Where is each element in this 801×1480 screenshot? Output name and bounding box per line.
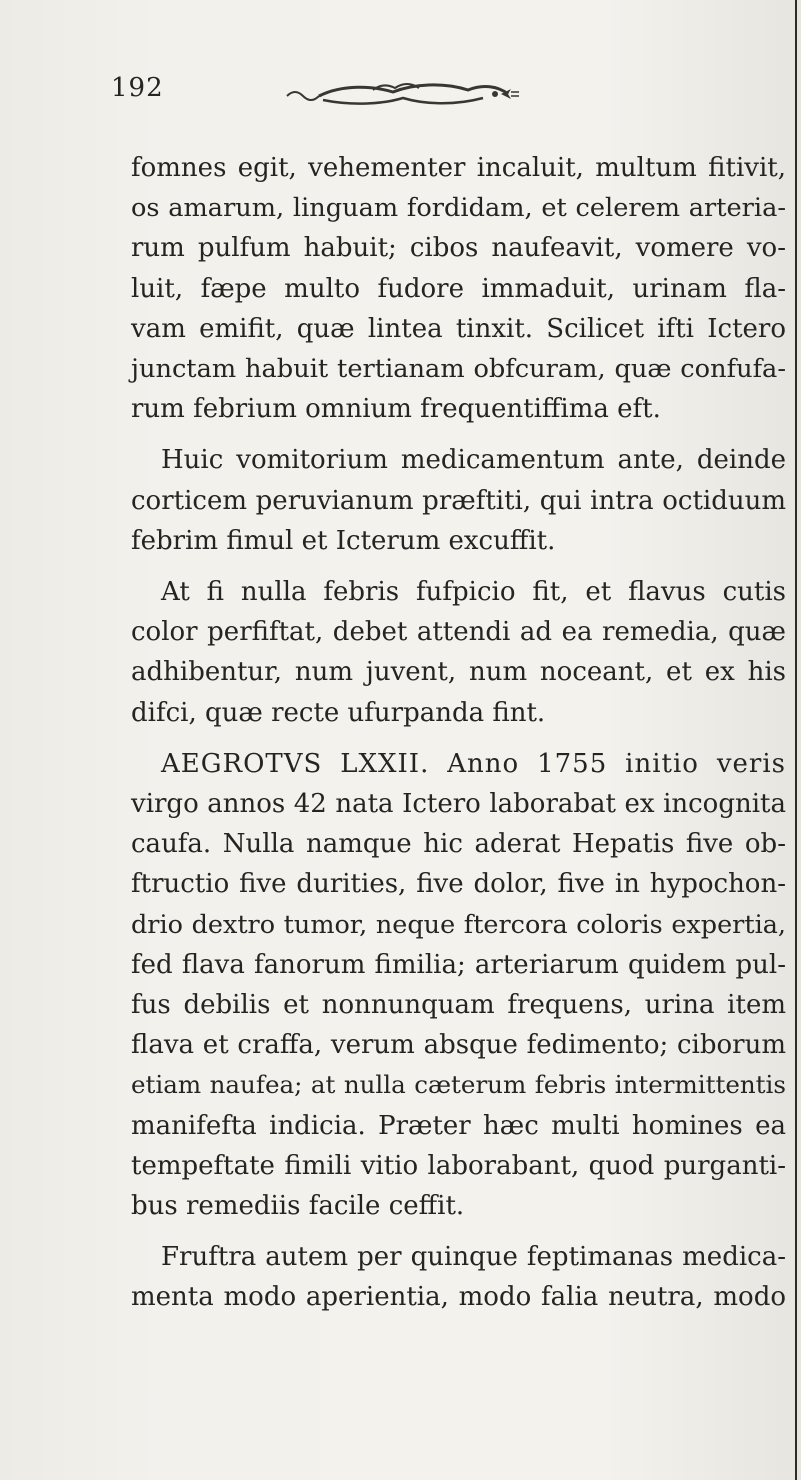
paragraph-5	[131, 1237, 786, 1317]
text-line: febrim fimul et Icterum excuffit.	[131, 525, 556, 556]
text-line: color perfiftat, debet attendi ad ea remedia, quæ	[131, 617, 786, 648]
text-line: Fruftra autem per quinque feptimanas medica-	[161, 1242, 786, 1273]
page-edge	[795, 0, 797, 1480]
text-line: adhibentur, num juvent, num noceant, et ex his	[131, 657, 786, 688]
text-line: rum pulfum habuit; cibos naufeavit, vomere vo-	[131, 233, 786, 264]
paragraph-1	[131, 148, 786, 429]
text-line: fomnes egit, vehementer incaluit, multum fitivit,	[131, 153, 786, 183]
text-line: drio dextro tumor, neque ftercora coloris expertia,	[131, 909, 786, 940]
text-line: manifefta indicia. Præter hæc multi homines ea	[131, 1110, 786, 1141]
text-line: corticem peruvianum præftiti, qui intra octiduum	[131, 485, 786, 516]
text-line: os amarum, linguam fordidam, et celerem arteria-	[131, 193, 786, 224]
text-line: luit, fæpe multo fudore immaduit, urinam fla-	[131, 273, 786, 304]
paragraph-3	[131, 572, 786, 733]
text-line: fed flava fanorum fimilia; arteriarum quidem pul-	[131, 949, 786, 980]
text-line: rum febrium omnium frequentiffima eft.	[131, 394, 661, 425]
text-line: vam emifit, quæ lintea tinxit. Scilicet ifti Ictero	[131, 313, 786, 344]
text-line: At fi nulla febris fufpicio fit, et flavus cutis	[161, 577, 786, 608]
headpiece-ornament-icon	[283, 80, 523, 110]
text-line: etiam naufea; at nulla cæterum febris intermittentis	[131, 1070, 786, 1100]
page-number: 192	[111, 73, 164, 103]
text-line: flava et craffa, verum absque fedimento; ciborum	[131, 1030, 786, 1061]
text-line: menta modo aperientia, modo falia neutra, modo	[131, 1282, 786, 1313]
text-line: difci, quæ recte ufurpanda fint.	[131, 697, 546, 728]
paragraph-2	[131, 440, 786, 561]
text-line: caufa. Nulla namque hic aderat Hepatis five ob-	[131, 829, 786, 860]
body-text	[131, 148, 786, 1318]
text-line: fus debilis et nonnunquam frequens, urina item	[131, 990, 786, 1021]
text-line: bus remediis facile ceffit.	[131, 1191, 465, 1222]
text-line: ftructio five durities, five dolor, five in hypochon-	[131, 869, 786, 900]
text-line: Huic vomitorium medicamentum ante, deinde	[161, 445, 786, 476]
text-line: virgo annos 42 nata Ictero laborabat ex incognita	[131, 789, 786, 820]
text-line: junctam habuit tertianam obfcuram, quæ confufa-	[131, 354, 786, 385]
text-line: AEGROTVS LXXII. Anno 1755 initio veris	[161, 748, 786, 779]
paragraph-4	[131, 744, 786, 1226]
text-line: tempeftate fimili vitio laborabant, quod purganti-	[131, 1150, 786, 1181]
